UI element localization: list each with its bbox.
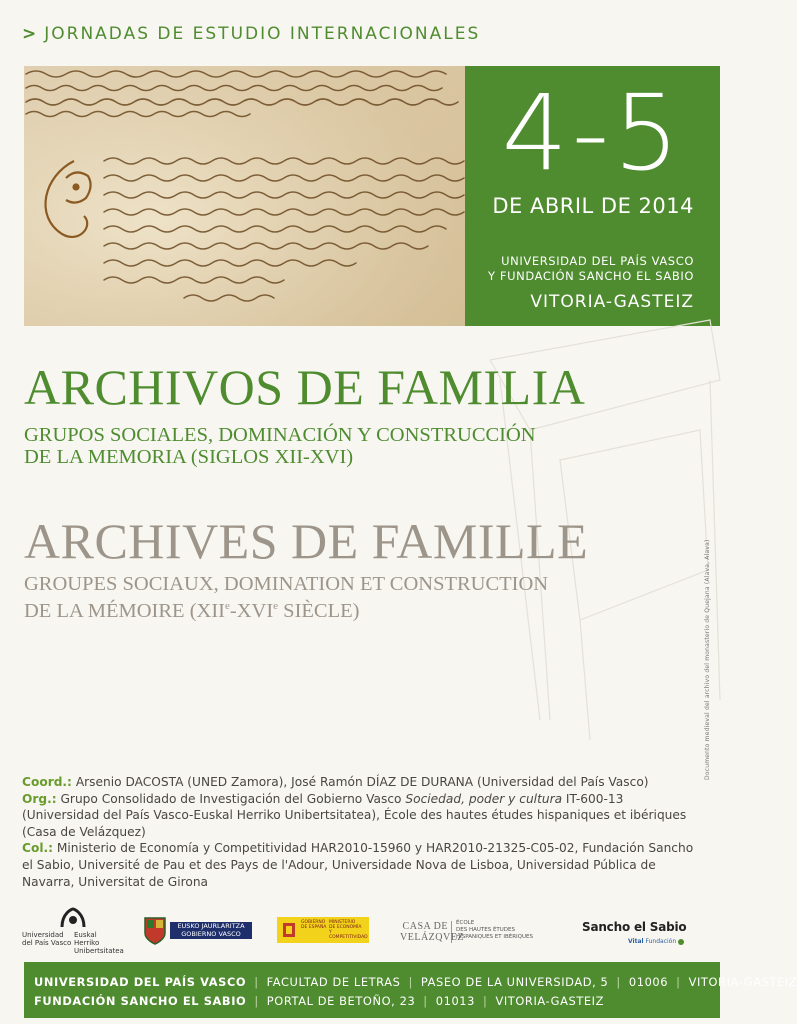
gv-line-2: GOBIERNO VASCO xyxy=(181,930,241,938)
ministerio-logo xyxy=(277,905,369,955)
footer-separator: | xyxy=(676,975,681,989)
credits-col xyxy=(22,840,702,890)
cv-right-3: HISPANIQUES ET IBÉRIQUES xyxy=(456,934,533,940)
sponsor-logos xyxy=(22,905,702,955)
spain-coat-of-arms-icon xyxy=(281,921,297,939)
host-line-1: UNIVERSIDAD DEL PAÍS VASCO xyxy=(501,254,694,268)
footer-item: VITORIA-GASTEIZ xyxy=(495,994,605,1008)
cv-line-1: CASA DE xyxy=(402,921,448,932)
subtitle-french xyxy=(24,573,548,622)
footer-item: FACULTAD DE LETRAS xyxy=(266,975,401,989)
footer-address-bar xyxy=(24,962,797,1018)
subtitle-french-part-a: DE LA MÉMOIRE (XII xyxy=(24,599,225,622)
credits-org xyxy=(22,791,702,841)
credits-coord xyxy=(22,774,702,791)
cv-line-2: VELÁZQVEZ xyxy=(400,932,464,943)
vital-fundacion xyxy=(628,938,684,945)
gv-line-1: EUSKO JAURLARITZA xyxy=(177,922,245,930)
image-credit-vertical: Documento medieval del archivo del monasterio de Quejana (Álava, Álava) xyxy=(704,539,711,780)
min-line-4: DE ECONOMÍA xyxy=(329,925,362,930)
subtitle-french-part-c: SIÈCLE) xyxy=(278,599,360,622)
cv-right-1: ÉCOLE xyxy=(456,920,475,926)
basque-coat-of-arms-icon xyxy=(144,917,166,945)
event-kicker xyxy=(22,24,480,44)
sancho-name: Sancho el Sabio xyxy=(582,920,687,934)
subtitle-french-part-b: -XVI xyxy=(229,599,274,622)
footer-row-1 xyxy=(34,975,797,989)
event-hosts xyxy=(488,254,694,284)
col-label: Col.: xyxy=(22,841,53,856)
coord-label: Coord.: xyxy=(22,775,72,789)
gobierno-vasco-logo xyxy=(144,905,254,955)
subtitle-french-line-1: GROUPES SOCIAUX, DOMINATION ET CONSTRUCTION xyxy=(24,573,549,595)
ehu-line-1: Euskal Herriko xyxy=(74,931,100,947)
org-text-b: IT-600-13 (Universidad del País Vasco-Euskal Herriko Unibertsitatea), École des hautes études hispaniques et ibériques (Casa de Velázquez) xyxy=(22,791,687,839)
upv-ehu-emblem-icon xyxy=(58,907,88,929)
vital-dot-icon xyxy=(678,939,684,945)
subtitle-spanish-line-2: DE LA MEMORIA (SIGLOS XII-XVI) xyxy=(24,446,354,468)
footer-item: FUNDACIÓN SANCHO EL SABIO xyxy=(34,994,247,1008)
vital-word: Vital xyxy=(628,938,644,945)
coord-text: Arsenio DACOSTA (UNED Zamora), José Ramón DÍAZ DE DURANA (Universidad del País Vasco) xyxy=(75,775,649,789)
footer-row-2 xyxy=(34,994,604,1008)
credits-block xyxy=(22,774,702,890)
event-month-year: DE ABRIL DE 2014 xyxy=(492,194,694,218)
manuscript-image xyxy=(24,66,465,326)
footer-separator: | xyxy=(423,994,428,1008)
upv-line-2: del País Vasco xyxy=(22,939,72,947)
min-line-1: GOBIERNO xyxy=(301,920,326,925)
min-line-2: DE ESPAÑA xyxy=(301,925,327,930)
fundacion-word: Fundación xyxy=(645,938,677,945)
min-line-3: MINISTERIO xyxy=(329,920,356,925)
host-line-2: Y FUNDACIÓN SANCHO EL SABIO xyxy=(488,269,694,283)
upv-line-1: Universidad xyxy=(22,931,64,939)
event-city: VITORIA-GASTEIZ xyxy=(530,292,694,312)
footer-separator: | xyxy=(483,994,488,1008)
footer-separator: | xyxy=(616,975,621,989)
footer-item: 01013 xyxy=(435,994,475,1008)
upv-ehu-logo xyxy=(22,905,122,955)
footer-item: 01006 xyxy=(628,975,669,989)
event-date-panel xyxy=(465,66,720,326)
col-text: Ministerio de Economía y Competitividad HAR2010-15960 y HAR2010-21325-C05-02, Fundación Sancho el Sabio, Université de Pau et des Pays de l'Adour, Universidade Nova de Lisboa, Universidad Pública de Navarra, Universitat de Girona xyxy=(22,841,694,889)
manuscript-drawing xyxy=(24,66,465,326)
org-italic: Sociedad, poder y cultura xyxy=(405,791,563,806)
footer-item: UNIVERSIDAD DEL PAÍS VASCO xyxy=(34,975,247,989)
subtitle-french-line-2 xyxy=(24,595,548,622)
cv-right-2: DES HAUTES ÉTUDES xyxy=(456,927,516,933)
title-french: ARCHIVES DE FAMILLE xyxy=(24,513,589,569)
footer-separator: | xyxy=(408,975,413,989)
footer-item: PASEO DE LA UNIVERSIDAD, 5 xyxy=(420,975,609,989)
superscript-e-1: e xyxy=(225,600,230,612)
org-label: Org.: xyxy=(22,791,57,806)
footer-item: PORTAL DE BETOÑO, 23 xyxy=(266,994,416,1008)
title-spanish: ARCHIVOS DE FAMILIA xyxy=(24,359,586,415)
chevron-right-icon: > xyxy=(22,24,39,44)
subtitle-spanish-line-1: GRUPOS SOCIALES, DOMINACIÓN Y CONSTRUCCIÓN xyxy=(24,424,536,446)
ehu-line-2: Unibertsitatea xyxy=(74,947,124,955)
kicker-text: JORNADAS DE ESTUDIO INTERNACIONALES xyxy=(44,24,481,44)
subtitle-spanish xyxy=(24,424,536,468)
sancho-el-sabio-logo xyxy=(582,905,702,955)
footer-separator: | xyxy=(254,994,259,1008)
event-date-range: 4-5 xyxy=(501,72,684,194)
superscript-e-2: e xyxy=(273,600,279,612)
footer-item: VITORIA-GASTEIZ xyxy=(688,975,797,989)
org-text-a: Grupo Consolidado de Investigación del Gobierno Vasco xyxy=(60,791,406,806)
min-line-5: Y COMPETITIVIDAD xyxy=(329,930,368,940)
footer-separator: | xyxy=(254,975,259,989)
casa-de-velazquez-logo xyxy=(400,905,550,955)
